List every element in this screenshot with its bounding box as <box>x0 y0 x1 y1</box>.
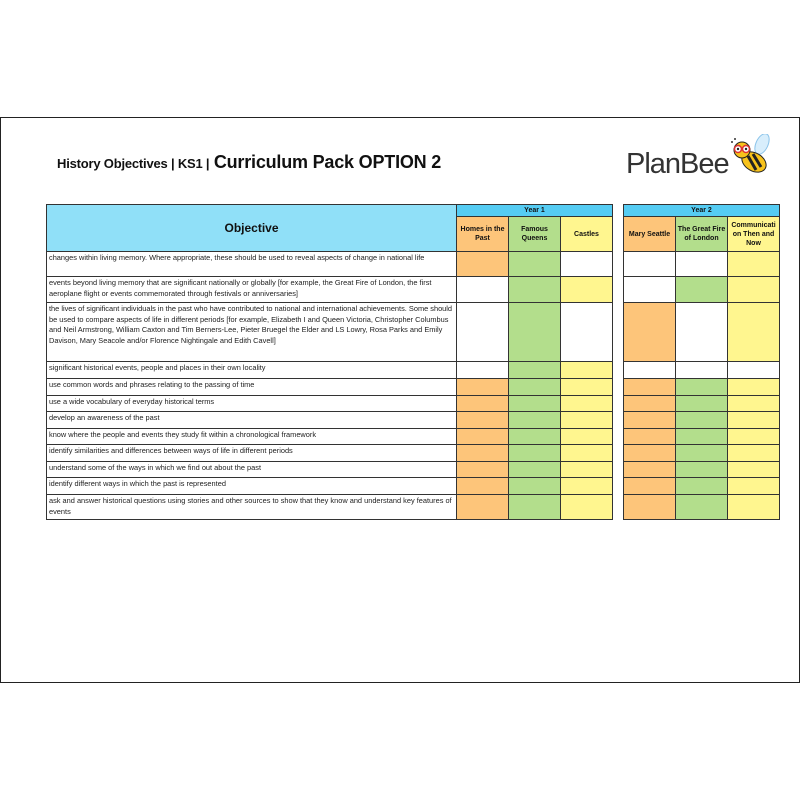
coverage-cell <box>508 251 561 277</box>
coverage-cell <box>623 428 676 445</box>
coverage-cell <box>456 251 509 277</box>
objective-row: understand some of the ways in which we find out about the past <box>46 461 457 478</box>
coverage-cell <box>508 361 561 379</box>
coverage-cell <box>727 411 780 429</box>
coverage-cell <box>456 378 509 396</box>
coverage-cell <box>727 276 780 303</box>
coverage-cell <box>623 276 676 303</box>
coverage-cell <box>727 302 780 362</box>
coverage-cell <box>727 251 780 277</box>
coverage-cell <box>727 378 780 396</box>
coverage-cell <box>675 378 728 396</box>
coverage-cell <box>508 395 561 412</box>
coverage-cell <box>560 378 613 396</box>
coverage-cell <box>508 494 561 520</box>
title-main: Curriculum Pack OPTION 2 <box>213 152 442 172</box>
coverage-cell <box>560 444 613 462</box>
topic-header: Castles <box>560 216 613 252</box>
bee-mascot-icon <box>726 134 776 183</box>
objective-row: develop an awareness of the past <box>46 411 457 429</box>
planbee-logo <box>626 140 776 185</box>
coverage-cell <box>560 276 613 303</box>
coverage-cell <box>508 461 561 478</box>
coverage-cell <box>675 276 728 303</box>
coverage-cell <box>456 411 509 429</box>
coverage-cell <box>675 477 728 495</box>
coverage-cell <box>623 477 676 495</box>
coverage-cell <box>456 494 509 520</box>
topic-header: Homes in the Past <box>456 216 509 252</box>
coverage-cell <box>675 411 728 429</box>
coverage-cell <box>456 395 509 412</box>
coverage-cell <box>727 428 780 445</box>
coverage-cell <box>675 302 728 362</box>
coverage-cell <box>675 494 728 520</box>
coverage-cell <box>560 428 613 445</box>
objective-row: use common words and phrases relating to the passing of time <box>46 378 457 396</box>
document-title <box>57 152 441 173</box>
coverage-cell <box>560 411 613 429</box>
coverage-cell <box>727 444 780 462</box>
coverage-cell <box>727 361 780 379</box>
objective-row: significant historical events, people and places in their own locality <box>46 361 457 379</box>
coverage-cell <box>456 302 509 362</box>
coverage-cell <box>560 461 613 478</box>
objective-row: identify similarities and differences between ways of life in different periods <box>46 444 457 462</box>
objective-row: the lives of significant individuals in the past who have contributed to national and international achievements. Some should be used to compare aspects of life in different periods [for example, Elizabeth I and Queen Victoria, Christopher Columbus and Neil Armstrong, William Caxton and Tim Berners-Lee, Pieter Bruegel the Elder and LS Lowry, Rosa Parks and Emily Davison, Mary Seacole and/or Florence Nightingale and Edith Cavell] <box>46 302 457 362</box>
topic-header: Communicati on Then and Now <box>727 216 780 252</box>
coverage-cell <box>623 411 676 429</box>
objective-row: know where the people and events they study fit within a chronological framework <box>46 428 457 445</box>
coverage-cell <box>456 477 509 495</box>
year-header-2: Year 2 <box>623 204 780 217</box>
coverage-cell <box>560 477 613 495</box>
coverage-cell <box>675 444 728 462</box>
coverage-cell <box>623 251 676 277</box>
coverage-cell <box>560 395 613 412</box>
objective-column-header: Objective <box>46 204 457 252</box>
objective-row: ask and answer historical questions using stories and other sources to show that they know and understand key features of events <box>46 494 457 520</box>
coverage-cell <box>560 251 613 277</box>
coverage-cell <box>675 361 728 379</box>
coverage-cell <box>623 302 676 362</box>
logo-text: PlanBee <box>626 148 729 180</box>
topic-header: Famous Queens <box>508 216 561 252</box>
coverage-cell <box>560 361 613 379</box>
coverage-cell <box>727 494 780 520</box>
coverage-cell <box>623 378 676 396</box>
coverage-cell <box>727 461 780 478</box>
coverage-cell <box>623 444 676 462</box>
objective-row: changes within living memory. Where appropriate, these should be used to reveal aspects of change in national life <box>46 251 457 277</box>
coverage-cell <box>560 302 613 362</box>
coverage-cell <box>675 251 728 277</box>
coverage-cell <box>508 276 561 303</box>
coverage-cell <box>456 428 509 445</box>
objective-row: identify different ways in which the past is represented <box>46 477 457 495</box>
coverage-cell <box>456 461 509 478</box>
coverage-cell <box>560 494 613 520</box>
coverage-cell <box>623 494 676 520</box>
coverage-cell <box>727 395 780 412</box>
coverage-cell <box>456 361 509 379</box>
coverage-cell <box>508 428 561 445</box>
coverage-cell <box>508 444 561 462</box>
topic-header: Mary Seattle <box>623 216 676 252</box>
coverage-cell <box>456 444 509 462</box>
coverage-cell <box>508 411 561 429</box>
objective-row: events beyond living memory that are significant nationally or globally [for example, the Great Fire of London, the first aeroplane flight or events commemorated through festivals or anniversaries] <box>46 276 457 303</box>
coverage-cell <box>675 428 728 445</box>
coverage-cell <box>456 276 509 303</box>
title-subtitle: History Objectives | KS1 | <box>57 156 210 171</box>
objective-row: use a wide vocabulary of everyday historical terms <box>46 395 457 412</box>
coverage-cell <box>508 477 561 495</box>
coverage-cell <box>623 395 676 412</box>
coverage-cell <box>623 361 676 379</box>
coverage-cell <box>727 477 780 495</box>
year-header-1: Year 1 <box>456 204 613 217</box>
coverage-cell <box>675 461 728 478</box>
coverage-cell <box>675 395 728 412</box>
coverage-cell <box>508 378 561 396</box>
coverage-cell <box>508 302 561 362</box>
topic-header: The Great Fire of London <box>675 216 728 252</box>
coverage-cell <box>623 461 676 478</box>
